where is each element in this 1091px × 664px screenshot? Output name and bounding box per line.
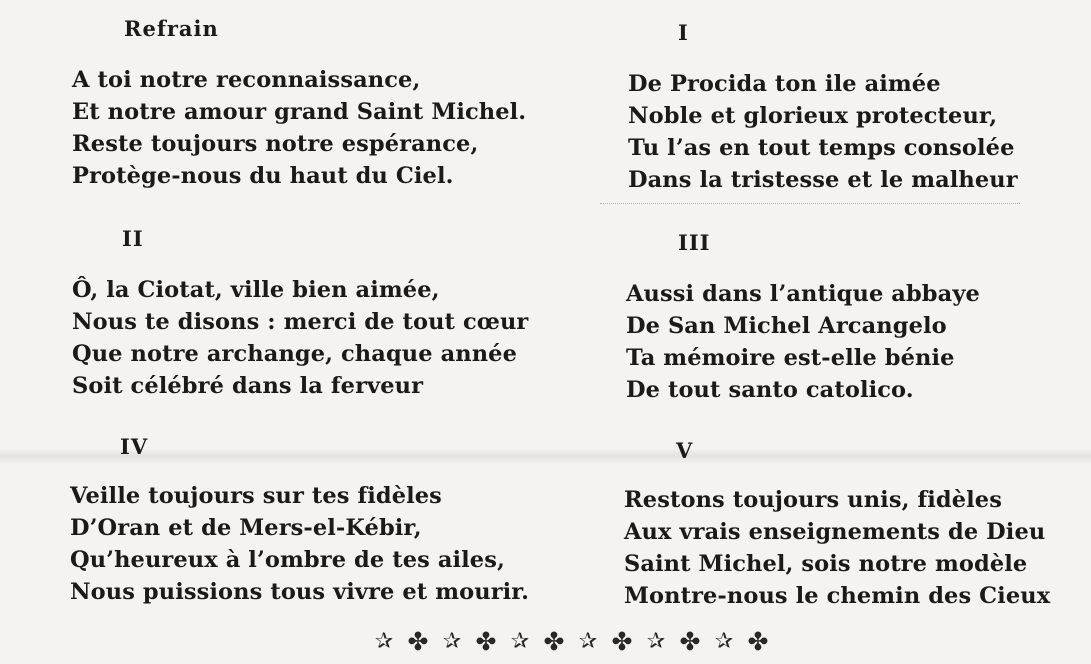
ornament-row [372,625,772,657]
verse-line: Veille toujours sur tes fidèles [70,483,442,509]
clover-icon: ✤ [407,626,429,656]
star-icon: ✰ [510,628,530,654]
clover-icon: ✤ [611,626,633,656]
clover-icon: ✤ [679,626,701,656]
star-icon: ✰ [442,628,462,654]
stanza-heading: Refrain [124,16,219,41]
star-icon: ✰ [374,628,394,654]
verse-line: Ta mémoire est-elle bénie [626,345,955,371]
verse-line: Dans la tristesse et le malheur [628,167,1018,193]
verse-line: Restons toujours unis, fidèles [624,487,1002,513]
verse-line: Et notre amour grand Saint Michel. [72,99,527,125]
verse-line: Que notre archange, chaque année [72,341,518,367]
clover-icon: ✤ [747,626,769,656]
stanza-lines [72,274,528,402]
verse-line: Reste toujours notre espérance, [72,131,479,157]
verse-line: Nous te disons : merci de tout cœur [72,309,529,335]
verse-line: Soit célébré dans la ferveur [72,373,424,399]
stanza-lines [70,480,529,608]
stanza-heading: I [678,20,689,45]
verse-line: Nous puissions tous vivre et mourir. [70,579,530,605]
star-icon: ✰ [578,628,598,654]
verse-line: Protège-nous du haut du Ciel. [72,163,454,189]
stanza-lines [72,64,526,192]
stanza-heading: III [678,230,711,255]
verse-line: Ô, la Ciotat, ville bien aimée, [72,277,440,303]
verse-line: Qu’heureux à l’ombre de tes ailes, [70,547,505,573]
stanza-lines [626,278,980,406]
clover-icon: ✤ [475,626,497,656]
divider [600,203,1020,204]
stanza-lines [624,484,1050,612]
verse-line: Noble et glorieux protecteur, [628,103,998,129]
verse-line: De tout santo catolico. [626,377,914,403]
verse-line: D’Oran et de Mers-el-Kébir, [70,515,422,541]
verse-line: Aussi dans l’antique abbaye [626,281,980,307]
stanza-heading: V [676,438,694,463]
verse-line: Aux vrais enseignements de Dieu [624,519,1046,545]
clover-icon: ✤ [543,626,565,656]
verse-line: De San Michel Arcangelo [626,313,947,339]
stanza-heading: IV [120,434,149,459]
verse-line: Tu l’as en tout temps consolée [628,135,1015,161]
stanza-heading: II [122,226,144,251]
verse-line: Montre-nous le chemin des Cieux [624,583,1051,609]
verse-line: A toi notre reconnaissance, [72,67,421,93]
verse-line: Saint Michel, sois notre modèle [624,551,1028,577]
star-icon: ✰ [714,628,734,654]
stanza-lines [628,68,1018,196]
star-icon: ✰ [646,628,666,654]
verse-line: De Procida ton ile aimée [628,71,941,97]
